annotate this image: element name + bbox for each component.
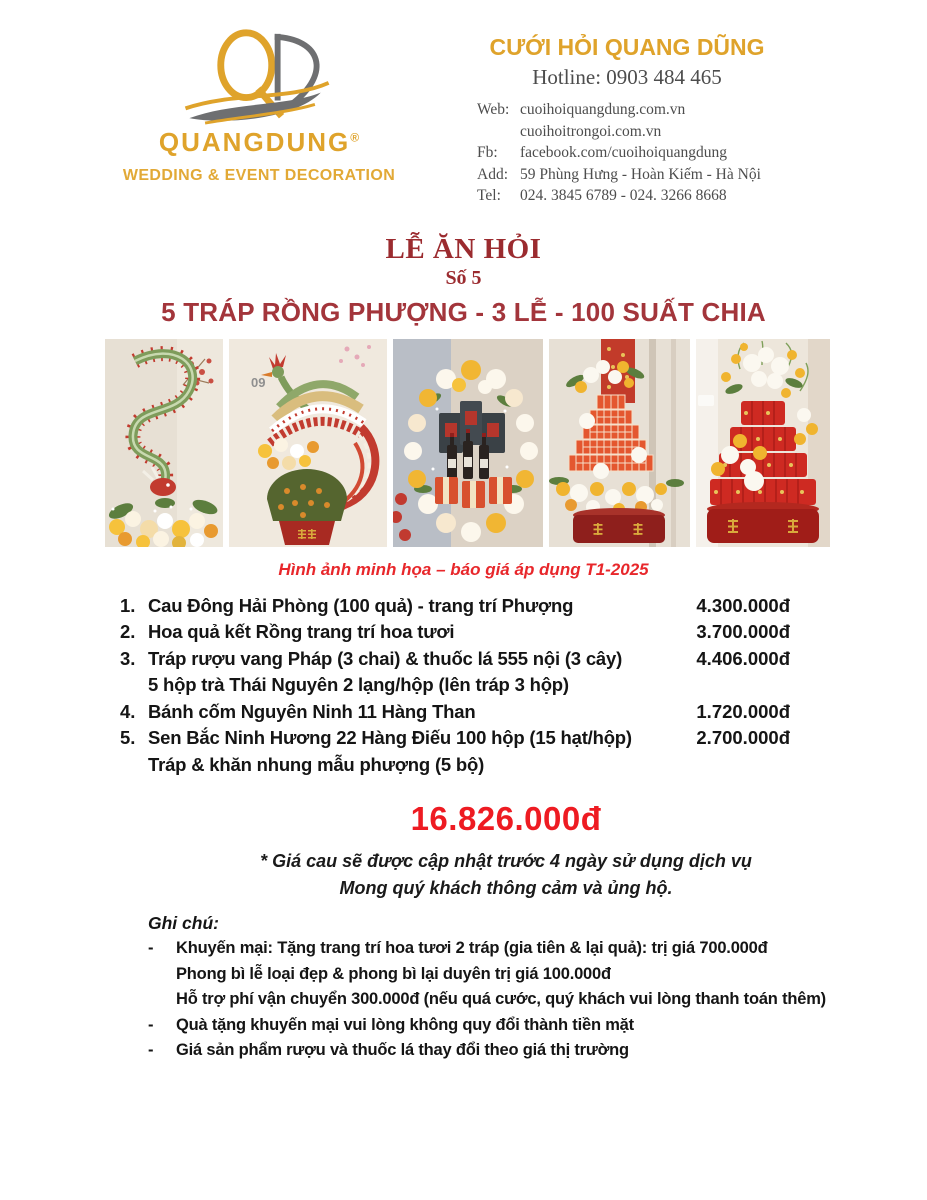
- note-dash: [148, 962, 176, 988]
- note-text: Hỗ trợ phí vận chuyển 300.000đ (nếu quá cước, quý khách vui lòng thanh toán thêm): [176, 990, 826, 1008]
- item-number: 1.: [120, 594, 136, 616]
- contact-value: cuoihoitrongoi.com.vn: [520, 122, 662, 140]
- photo-dragon-trap: [105, 339, 223, 547]
- item-number: 3.: [120, 647, 136, 669]
- note-dash: -: [148, 1041, 154, 1059]
- note-line: [148, 936, 907, 962]
- wine-trap-image: [393, 339, 543, 547]
- price-list-row-continuation: [120, 672, 790, 699]
- price-list: [120, 593, 790, 779]
- item-number: 5.: [120, 727, 136, 748]
- item-number: 4.: [120, 700, 136, 722]
- contact-value: facebook.com/cuoihoiquangdung: [520, 144, 728, 161]
- price-list-row-continuation: [120, 752, 790, 779]
- contact-value: cuoihoiquangdung.com.vn: [520, 101, 686, 118]
- photo-red-tier-tower: [696, 339, 830, 547]
- price-list-row: [120, 619, 790, 646]
- price-list-row: [120, 646, 790, 673]
- disclaimer-line: Mong quý khách thông cảm và ủng hộ.: [339, 878, 673, 898]
- contact-web-2: [477, 121, 777, 143]
- note-dash: -: [148, 1015, 154, 1034]
- company-logo: [122, 26, 396, 185]
- contact-web: [477, 99, 777, 121]
- item-price: 1.720.000đ: [696, 700, 790, 722]
- brand-tagline: WEDDING & EVENT DECORATION: [122, 167, 396, 184]
- company-name: CƯỚI HỎI QUANG DŨNG: [489, 34, 765, 60]
- item-text: Sen Bắc Ninh Hương 22 Hàng Điếu 100 hộp (15 hạt/hộp): [148, 727, 632, 748]
- wall-sign-text: 09: [251, 374, 266, 390]
- note-line: [148, 987, 907, 1013]
- item-text: Tráp rượu vang Pháp (3 chai) & thuốc lá 555 nội (3 cây): [148, 647, 623, 669]
- contact-label: Fb:: [477, 144, 498, 161]
- item-price: [678, 672, 790, 699]
- item-number: 2.: [120, 621, 136, 642]
- package-subtitle: 5 TRÁP RỒNG PHƯỢNG - 3 LỄ - 100 SUẤT CHIA: [161, 296, 766, 327]
- item-price: 4.300.000đ: [696, 594, 790, 616]
- photo-strip: [105, 339, 825, 547]
- photo-banhcom-tower: [549, 339, 690, 547]
- item-price: 2.700.000đ: [696, 727, 790, 748]
- photo-wine-trap: [393, 339, 543, 547]
- contact-block: [477, 26, 777, 207]
- red-tier-tower-image: [696, 339, 830, 547]
- note-text: Giá sản phẩm rượu và thuốc lá thay đổi theo giá thị trường: [176, 1041, 629, 1059]
- item-text: Hoa quả kết Rồng trang trí hoa tươi: [148, 621, 455, 642]
- price-list-row: [120, 725, 790, 752]
- contact-facebook: [477, 142, 777, 164]
- contact-address: [477, 164, 777, 186]
- note-text: Phong bì lễ loại đẹp & phong bì lại duyên trị giá 100.000đ: [176, 964, 611, 983]
- phoenix-trap-image: [229, 339, 387, 547]
- item-number: [120, 672, 148, 699]
- brand-name: [159, 127, 359, 158]
- price-list-row: [120, 699, 790, 726]
- disclaimer-line: * Giá cau sẽ được cập nhật trước 4 ngày sử dụng dịch vụ: [260, 851, 752, 871]
- notes-section: [148, 911, 907, 1064]
- header: [0, 0, 927, 207]
- page-title: LỄ ĂN HỎI: [385, 232, 542, 265]
- qd-monogram-logo-icon: [175, 26, 343, 126]
- contact-label: Add:: [477, 165, 508, 183]
- contact-value: 024. 3845 6789 - 024. 3266 8668: [520, 187, 727, 204]
- photo-caption: Hình ảnh minh họa – báo giá áp dụng T1-2025: [278, 559, 649, 579]
- note-dash: [148, 987, 176, 1013]
- photo-phoenix-trap: [229, 339, 387, 547]
- brand-text: QUANGDUNG: [158, 127, 351, 157]
- note-text: Quà tặng khuyến mại vui lòng không quy đổi thành tiền mặt: [176, 1015, 634, 1034]
- item-text: Cau Đông Hải Phòng (100 quả) - trang trí Phượng: [148, 594, 574, 616]
- contact-value: 59 Phùng Hưng - Hoàn Kiếm - Hà Nội: [520, 165, 761, 183]
- hotline: Hotline: 0903 484 465: [532, 65, 722, 89]
- item-number: [120, 752, 148, 779]
- registered-mark: ®: [350, 130, 360, 145]
- dragon-trap-image: [105, 339, 223, 547]
- note-line: [148, 962, 907, 988]
- item-text: 5 hộp trà Thái Nguyên 2 lạng/hộp (lên tráp 3 hộp): [148, 674, 569, 695]
- price-list-row: [120, 593, 790, 620]
- note-line: [148, 1013, 907, 1039]
- note-dash: -: [148, 939, 154, 957]
- contact-label: Tel:: [477, 187, 501, 204]
- item-price: 4.406.000đ: [696, 647, 790, 669]
- contact-phone: [477, 185, 777, 207]
- item-text: Bánh cốm Nguyên Ninh 11 Hàng Than: [148, 700, 476, 722]
- total-section: [0, 800, 927, 838]
- item-price: 3.700.000đ: [696, 621, 790, 642]
- item-price: [678, 752, 790, 779]
- price-disclaimer: [0, 848, 927, 902]
- banhcom-tower-image: [549, 339, 690, 547]
- contact-lines: [477, 99, 777, 207]
- total-price: 16.826.000đ: [410, 800, 602, 837]
- note-line: [148, 1038, 907, 1064]
- contact-label: Web:: [477, 101, 510, 118]
- item-text: Tráp & khăn nhung mẫu phượng (5 bộ): [148, 753, 485, 775]
- note-text: Khuyến mại: Tặng trang trí hoa tươi 2 tráp (gia tiên & lại quả): trị giá 700.000đ: [176, 939, 768, 957]
- set-number: Số 5: [445, 266, 482, 289]
- notes-heading: Ghi chú:: [148, 913, 219, 933]
- contact-label: [477, 121, 520, 143]
